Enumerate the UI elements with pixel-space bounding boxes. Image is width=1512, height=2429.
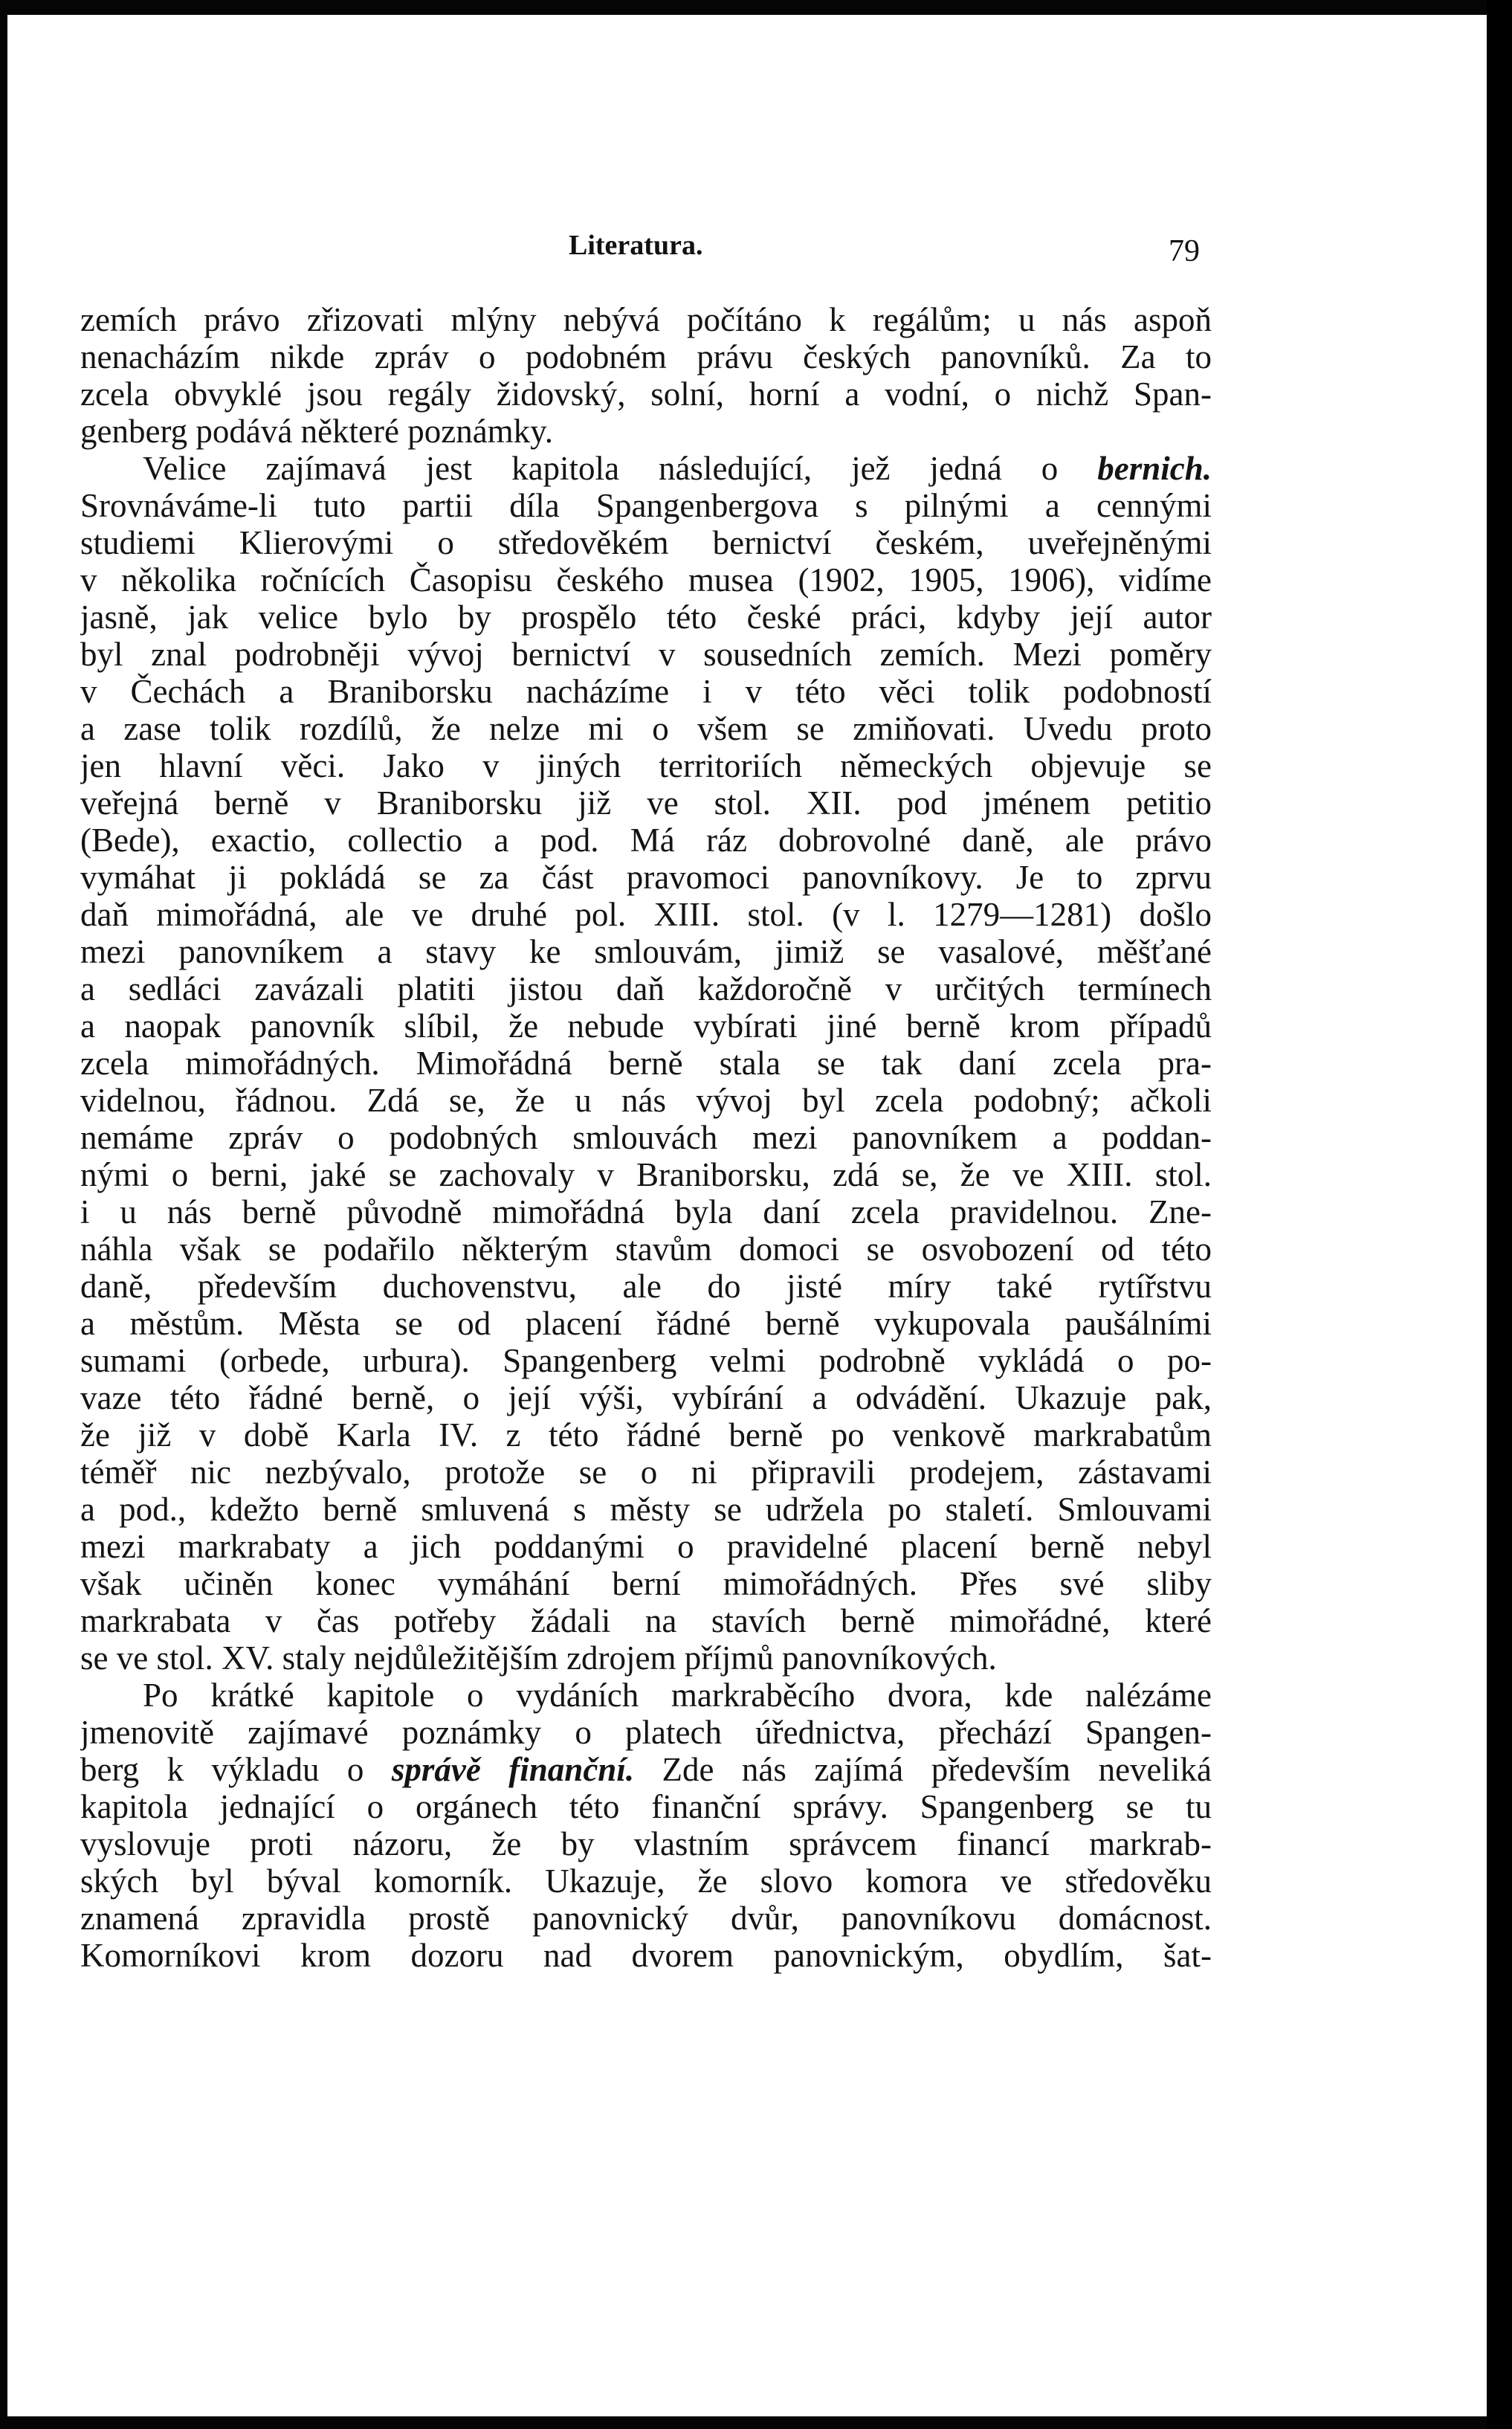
text-line [80,1751,1212,1788]
text-line: zcela mimořádných. Mimořádná berně stala se tak daní zcela pra- [80,1045,1212,1082]
text-line: a pod., kdežto berně smluvená s městy se udržela po staletí. Smlouvami [80,1491,1212,1528]
text-line: však učiněn konec vymáhání berní mimořádných. Přes své sliby [80,1565,1212,1602]
text-line: a zase tolik rozdílů, že nelze mi o všem se zmiňovati. Uvedu proto [80,710,1212,747]
text-line: markrabata v čas potřeby žádali na stavích berně mimořádné, které [80,1602,1212,1639]
text-line: daně, především duchovenstvu, ale do jisté míry také rytířstvu [80,1268,1212,1305]
page-number: 79 [1169,234,1200,268]
text-line: vymáhat ji pokládá se za část pravomoci panovníkovy. Je to zprvu [80,859,1212,896]
text-line: mezi markrabaty a jich poddanými o pravidelné placení berně nebyl [80,1528,1212,1565]
text-line: nemáme zpráv o podobných smlouvách mezi panovníkem a poddan- [80,1119,1212,1156]
running-header [82,229,1200,274]
text-line: veřejná berně v Braniborsku již ve stol. XII. pod jménem petitio [80,784,1212,822]
text-line: (Bede), exactio, collectio a pod. Má ráz dobrovolné daně, ale právo [80,822,1212,859]
text-line: sumami (orbede, urbura). Spangenberg velmi podrobně vykládá o po- [80,1342,1212,1379]
text-line: znamená zpravidla prostě panovnický dvůr, panovníkovu domácnost. [80,1900,1212,1937]
text-line: nými o berni, jaké se zachovaly v Braniborsku, zdá se, že ve XIII. stol. [80,1156,1212,1193]
text-line: jen hlavní věci. Jako v jiných territoriích německých objevuje se [80,747,1212,784]
text-line: ských byl býval komorník. Ukazuje, že slovo komora ve středověku [80,1862,1212,1900]
text-line: a městům. Města se od placení řádné berně vykupovala paušálními [80,1305,1212,1342]
text-line: a sedláci zavázali platiti jistou daň každoročně v určitých termínech [80,970,1212,1007]
text-line: mezi panovníkem a stavy ke smlouvám, jimiž se vasalové, měšťané [80,933,1212,970]
text-line: Srovnáváme-li tuto partii díla Spangenbergova s pilnými a cennými [80,487,1212,524]
text-line: náhla však se podařilo některým stavům domoci se osvobození od této [80,1230,1212,1268]
text-line: daň mimořádná, ale ve druhé pol. XIII. stol. (v l. 1279—1281) došlo [80,896,1212,933]
text-line: v několika ročnících Časopisu českého musea (1902, 1905, 1906), vidíme [80,561,1212,599]
text-line: byl znal podrobněji vývoj bernictví v sousedních zemích. Mezi poměry [80,636,1212,673]
text-line: jasně, jak velice bylo by prospělo této české práci, kdyby její autor [80,599,1212,636]
text-line: že již v době Karla IV. z této řádné berně po venkově markrabatům [80,1416,1212,1454]
text-line: v Čechách a Braniborsku nacházíme i v této věci tolik podobností [80,673,1212,710]
text-line-tail: Zde nás zajímá především neveliká [634,1751,1212,1788]
emphasis-sprave-financni: správě finanční. [391,1751,635,1788]
text-line: nenacházím nikde zpráv o podobném právu českých panovníků. Za to [80,338,1212,375]
text-line: téměř nic nezbývalo, protože se o ni připravili prodejem, zástavami [80,1454,1212,1491]
text-line: genberg podává některé poznámky. [80,413,553,450]
text-line: Komorníkovi krom dozoru nad dvorem panovnickým, obydlím, šat- [80,1937,1212,1974]
text-line [80,450,1212,487]
text-line: zcela obvyklé jsou regály židovský, solní, horní a vodní, o nichž Span- [80,375,1212,413]
text-line-part: berg k výkladu o [80,1751,364,1788]
text-line: vyslovuje proti názoru, že by vlastním správcem financí markrab- [80,1825,1212,1862]
text-line: studiemi Klierovými o středověkém bernictví českém, uveřejněnými [80,524,1212,561]
text-line: vaze této řádné berně, o její výši, vybírání a odvádění. Ukazuje pak, [80,1379,1212,1416]
text-line: Po krátké kapitole o vydáních markraběcího dvora, kde nalézáme [143,1677,1212,1714]
text-line: zemích právo zřizovati mlýny nebývá počítáno k regálům; u nás aspoň [80,301,1212,338]
emphasis-bernich: bernich. [1097,450,1212,487]
scan-border [1487,0,1512,2429]
running-title: Literatura. [569,230,703,261]
text-line: jmenovitě zajímavé poznámky o platech úřednictva, přechází Spangen- [80,1714,1212,1751]
text-line: kapitola jednající o orgánech této finanční správy. Spangenberg se tu [80,1788,1212,1825]
text-line: a naopak panovník slíbil, že nebude vybírati jiné berně krom případů [80,1007,1212,1045]
body-text [80,301,1212,1974]
text-line-part: Velice zajímavá jest kapitola následující, jež jedná o [143,450,1059,487]
text-line: i u nás berně původně mimořádná byla daní zcela pravidelnou. Zne- [80,1193,1212,1230]
text-line: videlnou, řádnou. Zdá se, že u nás vývoj byl zcela podobný; ačkoli [80,1082,1212,1119]
text-line: se ve stol. XV. staly nejdůležitějším zdrojem příjmů panovníkových. [80,1639,997,1677]
